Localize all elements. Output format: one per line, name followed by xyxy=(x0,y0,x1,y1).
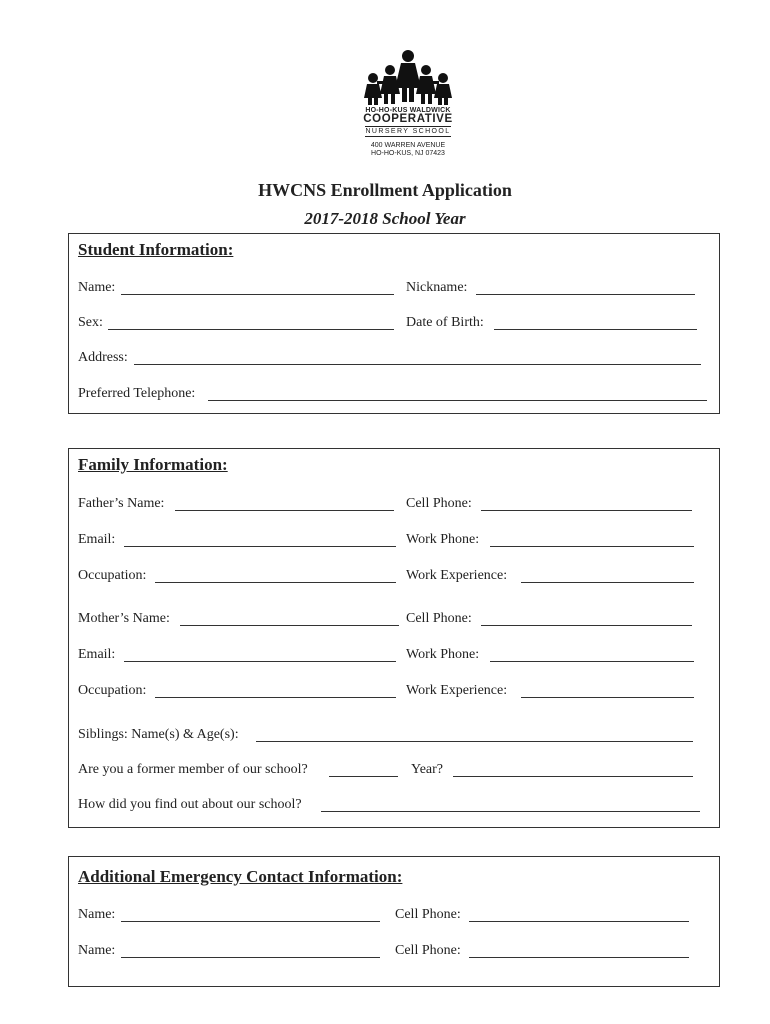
emergency-cell2-label: Cell Phone: xyxy=(395,943,461,958)
father-email-field[interactable] xyxy=(124,546,396,547)
mother-occupation-field[interactable] xyxy=(155,697,396,698)
student-heading: Student Information: xyxy=(78,240,234,259)
former-member-field[interactable] xyxy=(329,776,398,777)
student-address-field[interactable] xyxy=(134,364,701,365)
siblings-field[interactable] xyxy=(256,741,693,742)
logo-address-street: 400 WARREN AVENUE xyxy=(370,142,446,149)
student-dob-field[interactable] xyxy=(494,329,697,330)
emergency-name1-field[interactable] xyxy=(121,921,380,922)
how-found-label: How did you find out about our school? xyxy=(78,797,302,812)
father-work-phone-label: Work Phone: xyxy=(406,532,480,547)
mother-experience-field[interactable] xyxy=(521,697,694,698)
emergency-cell1-field[interactable] xyxy=(469,921,689,922)
student-sex-label: Sex: xyxy=(78,315,103,330)
student-phone-field[interactable] xyxy=(208,400,707,401)
former-year-label: Year? xyxy=(411,762,444,777)
logo-line1: HO-HO-KUS WALDWICK xyxy=(365,107,451,114)
mother-name-label: Mother’s Name: xyxy=(78,611,170,626)
mother-work-phone-field[interactable] xyxy=(490,661,694,662)
father-occupation-field[interactable] xyxy=(155,582,396,583)
father-experience-field[interactable] xyxy=(521,582,694,583)
school-logo xyxy=(362,48,454,164)
logo-address-city: HO-HO-KUS, NJ 07423 xyxy=(371,150,445,157)
student-dob-label: Date of Birth: xyxy=(406,315,484,330)
father-cell-field[interactable] xyxy=(481,510,692,511)
student-nickname-label: Nickname: xyxy=(406,280,468,295)
emergency-heading: Additional Emergency Contact Information: xyxy=(78,867,403,886)
student-phone-label: Preferred Telephone: xyxy=(78,386,196,401)
mother-email-label: Email: xyxy=(78,647,116,662)
mother-occupation-label: Occupation: xyxy=(78,683,147,698)
page-title: HWCNS Enrollment Application xyxy=(258,180,512,200)
emergency-name1-label: Name: xyxy=(78,907,116,922)
page-subtitle: 2017-2018 School Year xyxy=(304,209,466,228)
father-email-label: Email: xyxy=(78,532,116,547)
logo-line2: COOPERATIVE xyxy=(363,113,453,125)
student-nickname-field[interactable] xyxy=(476,294,695,295)
mother-experience-label: Work Experience: xyxy=(406,683,508,698)
former-year-field[interactable] xyxy=(453,776,693,777)
father-work-phone-field[interactable] xyxy=(490,546,694,547)
logo-line3: NURSERY SCHOOL xyxy=(365,128,451,135)
emergency-cell1-label: Cell Phone: xyxy=(395,907,461,922)
father-name-field[interactable] xyxy=(175,510,394,511)
former-member-label: Are you a former member of our school? xyxy=(78,762,308,777)
mother-cell-field[interactable] xyxy=(481,625,692,626)
student-address-label: Address: xyxy=(78,350,128,365)
how-found-field[interactable] xyxy=(321,811,700,812)
father-experience-label: Work Experience: xyxy=(406,568,508,583)
father-occupation-label: Occupation: xyxy=(78,568,147,583)
student-name-label: Name: xyxy=(78,280,116,295)
student-name-field[interactable] xyxy=(121,294,394,295)
mother-work-phone-label: Work Phone: xyxy=(406,647,480,662)
mother-name-field[interactable] xyxy=(180,625,399,626)
mother-cell-label: Cell Phone: xyxy=(406,611,472,626)
family-heading: Family Information: xyxy=(78,455,228,474)
emergency-name2-label: Name: xyxy=(78,943,116,958)
student-sex-field[interactable] xyxy=(108,329,394,330)
children-logo-icon xyxy=(363,48,453,106)
emergency-name2-field[interactable] xyxy=(121,957,380,958)
emergency-cell2-field[interactable] xyxy=(469,957,689,958)
father-name-label: Father’s Name: xyxy=(78,496,165,511)
father-cell-label: Cell Phone: xyxy=(406,496,472,511)
siblings-label: Siblings: Name(s) & Age(s): xyxy=(78,727,239,742)
mother-email-field[interactable] xyxy=(124,661,396,662)
